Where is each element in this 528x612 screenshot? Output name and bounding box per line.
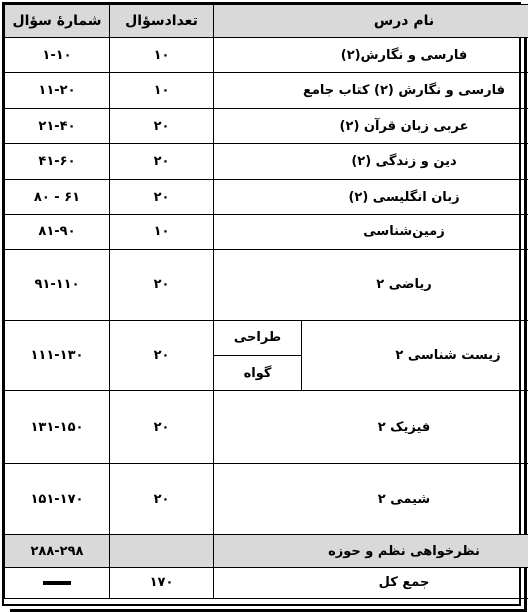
table-row [5, 38, 528, 73]
course-name: زبان انگلیسی (۲) [214, 179, 528, 214]
subsection-label: گواه [214, 356, 302, 391]
question-range: ۲۱-۴۰ [5, 108, 110, 143]
table-row [5, 179, 528, 214]
table-row [5, 108, 528, 143]
question-count: ۱۰ [110, 38, 214, 73]
table-row [5, 73, 528, 108]
table-row [5, 320, 528, 355]
dash-mark [43, 581, 71, 585]
course-table [4, 4, 528, 599]
question-count [110, 535, 214, 567]
table-row [5, 215, 528, 249]
question-count: ۱۰ [110, 73, 214, 108]
question-count: ۲۰ [110, 391, 214, 464]
header-row [5, 5, 528, 38]
question-count: ۲۰ [110, 464, 214, 535]
question-range: ۸۱-۹۰ [5, 215, 110, 249]
table-row [5, 391, 528, 464]
course-name: زمین‌شناسی [214, 215, 528, 249]
question-range: ۴۱-۶۰ [5, 144, 110, 179]
course-name: عربی زبان قرآن (۲) [214, 108, 528, 143]
question-range: ۱۱-۲۰ [5, 73, 110, 108]
question-count: ۱۰ [110, 215, 214, 249]
question-range: ۱۵۱-۱۷۰ [5, 464, 110, 535]
question-range: ۱۱۱-۱۳۰ [5, 320, 110, 391]
course-name: شیمی ۲ [214, 464, 528, 535]
header-course-name: نام درس [214, 5, 528, 38]
subsection-label: طراحی [214, 320, 302, 355]
course-name: فارسی و نگارش (۲) کتاب جامع [214, 73, 528, 108]
question-count: ۲۰ [110, 320, 214, 391]
question-range: ۱-۱۰ [5, 38, 110, 73]
question-range: ۶۱ - ۸۰ [5, 179, 110, 214]
table-row [5, 535, 528, 567]
course-name: فیزیک ۲ [214, 391, 528, 464]
course-name: نظرخواهی نظم و حوزه [214, 535, 528, 567]
question-count: ۲۰ [110, 108, 214, 143]
total-label: جمع کل [214, 567, 528, 598]
table-row [5, 144, 528, 179]
question-range: ۹۱-۱۱۰ [5, 249, 110, 320]
question-count: ۲۰ [110, 249, 214, 320]
course-name: ریاضی ۲ [214, 249, 528, 320]
table-row [5, 464, 528, 535]
question-range: ۱۳۱-۱۵۰ [5, 391, 110, 464]
total-range [5, 567, 110, 598]
course-name: زیست شناسی ۲ [302, 320, 528, 391]
header-question-range: شمارهٔ سؤال [5, 5, 110, 38]
course-name: دین و زندگی (۲) [214, 144, 528, 179]
header-question-count: تعدادسؤال [110, 5, 214, 38]
total-row [5, 567, 528, 598]
table-row [5, 249, 528, 320]
course-name: فارسی و نگارش(۲) [214, 38, 528, 73]
question-count: ۲۰ [110, 144, 214, 179]
question-count: ۲۰ [110, 179, 214, 214]
question-range: ۲۸۸-۲۹۸ [5, 535, 110, 567]
total-count: ۱۷۰ [110, 567, 214, 598]
